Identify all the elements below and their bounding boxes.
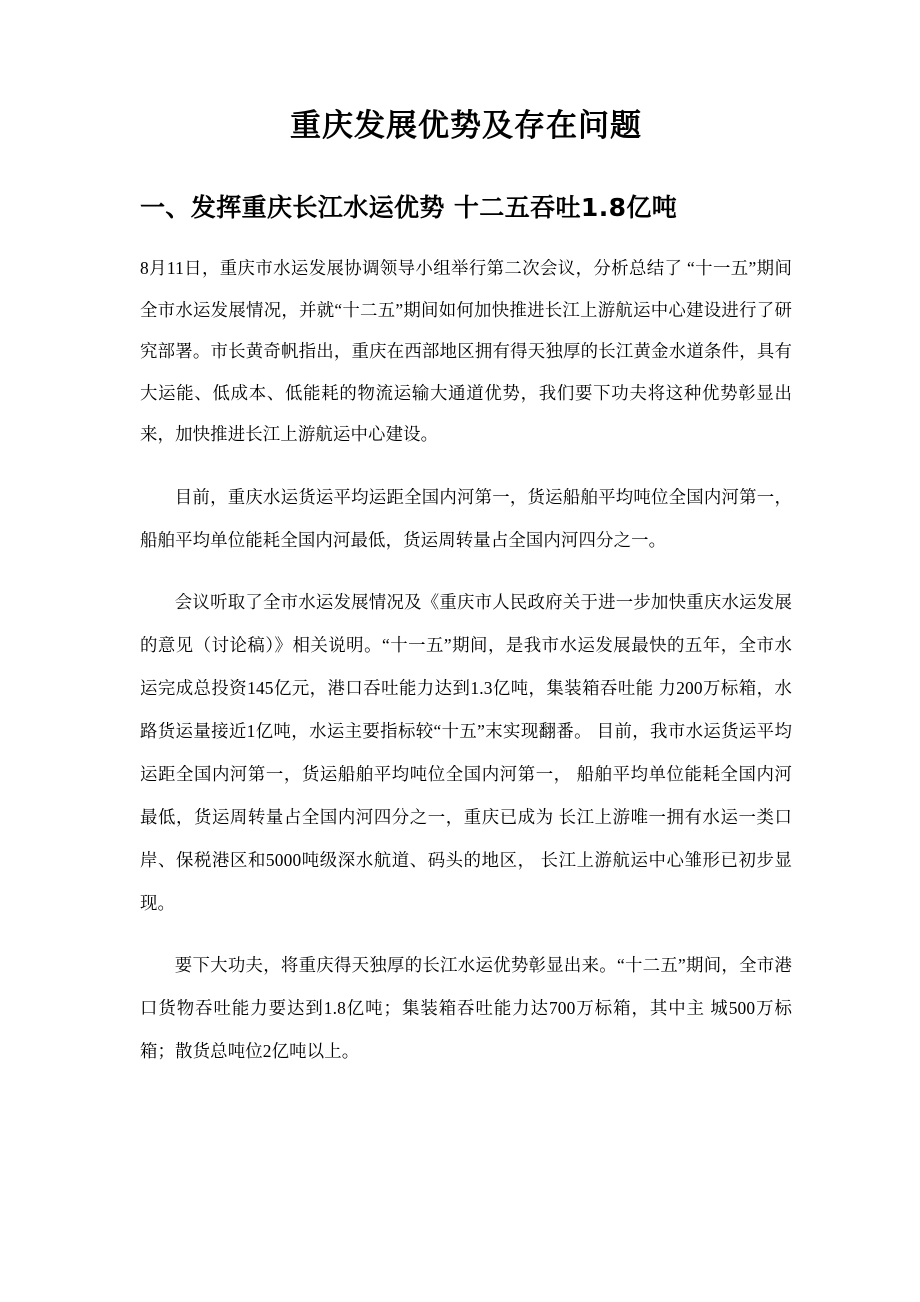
document-content: [140, 0, 792, 1073]
document-body: [140, 227, 792, 1073]
section-heading-1: 一、发挥重庆长江水运优势 十二五吞吐1.8亿吨: [140, 193, 678, 222]
page-title: 重庆发展优势及存在问题: [290, 108, 642, 143]
paragraph-2: 目前，重庆水运货运平均运距全国内河第一，货运船舶平均吨位全国内河第一，船舶平均单位能耗全国内河最低，货运周转量占全国内河四分之一。: [140, 486, 792, 550]
paragraph-1: 8月11日，重庆市水运发展协调领导小组举行第二次会议，分析总结了 “十一五”期间全市水运发展情况，并就“十二五”期间如何加快推进长江上游航运中心建设进行了研究部署。市长黄奇帆指出，重庆在西部地区拥有得天独厚的长江黄金水道条件，具有大运能、低成本、低能耗的物流运输大通道优势，我们要下功夫将这种优势彰显出来，加快推进长江上游航运中心建设。: [140, 258, 792, 444]
paragraph-4: 要下大功夫，将重庆得天独厚的长江水运优势彰显出来。“十二五”期间，全市港口货物吞吐能力要达到1.8亿吨；集装箱吞吐能力达700万标箱，其中主 城500万标箱；散货总吨位2亿吨以上。: [140, 954, 792, 1061]
paragraph-3: 会议听取了全市水运发展情况及《重庆市人民政府关于进一步加快重庆水运发展的意见（讨论稿）》相关说明。“十一五”期间，是我市水运发展最快的五年，全市水运完成总投资145亿元，港口吞吐能力达到1.3亿吨，集装箱吞吐能 力200万标箱，水路货运量接近1亿吨，水运主要指标较“十五”末实现翻番。 目前，我市水运货运平均运距全国内河第一，货运船舶平均吨位全国内河第一， 船舶平均单位能耗全国内河最低，货运周转量占全国内河四分之一，重庆已成为 长江上游唯一拥有水运一类口岸、保税港区和5000吨级深水航道、码头的地区， 长江上游航运中心雏形已初步显现。: [140, 591, 792, 913]
